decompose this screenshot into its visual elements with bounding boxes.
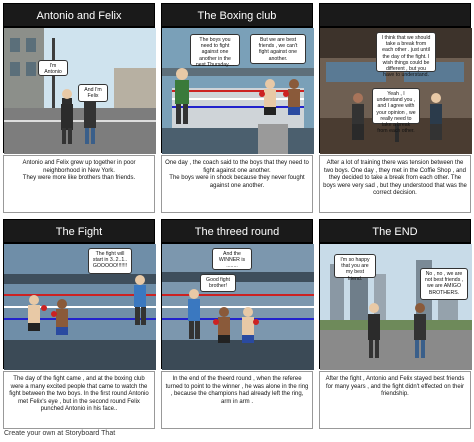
panel-scene-third-round xyxy=(161,243,313,369)
speech-bubble: And I'm Felix xyxy=(78,84,108,102)
speech-bubble: But we are best friends , we can't fight against one another. xyxy=(250,34,306,64)
speech-bubble: No , no , we are not best friends , we are AMIGO BROTHERS. xyxy=(420,268,468,300)
panel-caption: One day , the coach said to the boys that they need to fight against one another. The boys were in shock because they never fought against one another. xyxy=(161,155,313,213)
panel-title: The threed round xyxy=(161,219,313,243)
panel-title: The Boxing club xyxy=(161,3,313,27)
speech-bubble: I'm so happy that you are my best friend. xyxy=(334,254,376,278)
panel-title: The Fight xyxy=(3,219,155,243)
panel-scene-boxing-club xyxy=(161,27,313,153)
panel-6 xyxy=(319,219,471,429)
panel-scene-end xyxy=(319,243,471,369)
panel-title xyxy=(319,3,471,27)
panel-1 xyxy=(3,3,155,213)
panel-2 xyxy=(161,3,313,213)
panel-caption: After the fight , Antonio and Felix stayed best friends for many years , and the fight didn't effected on their friendship. xyxy=(319,371,471,429)
speech-bubble: Good fight brother! xyxy=(200,274,236,292)
speech-bubble: The fight will start in 3..2..1.. GOOOOO!!!!!!! xyxy=(88,248,132,274)
speech-bubble: Yeah , I understand you , and I agree with your opinion , we really need to take a break from each other. xyxy=(372,88,420,124)
footer-credit: Create your own at Storyboard That xyxy=(4,430,116,437)
panel-scene-coffee-shop xyxy=(319,27,471,153)
speech-bubble: I'm Antonio xyxy=(38,60,68,76)
panel-caption: The day of the fight came , and at the boxing club were a many excited people that came to watch the fight between the two boys. In the first round Antonio met Felix's eye , but in the second round Felix punched Antonio in his face.. xyxy=(3,371,155,429)
panel-title: Antonio and Felix xyxy=(3,3,155,27)
storyboard xyxy=(3,3,471,429)
panel-scene-fight xyxy=(3,243,155,369)
panel-3 xyxy=(319,3,471,213)
panel-title: The END xyxy=(319,219,471,243)
speech-bubble: The boys you need to fight against one another in the next Thursday.... xyxy=(190,34,240,66)
panel-caption: In the end of the theerd round , when the referee turned to point to the winner , he was alone in the ring , because the champions had already left the ring, arm in arm . xyxy=(161,371,313,429)
panel-5 xyxy=(161,219,313,429)
panel-caption: Antonio and Felix grew up together in poor neighborhood in New York. They were more like brothers than friends. xyxy=(3,155,155,213)
fight-scene xyxy=(4,244,156,370)
speech-bubble: And the WINNER is ........ xyxy=(212,248,252,270)
speech-bubble: I think that we should take a break from each other . just until the day of the fight. I wish things could be different , but you have to understand. xyxy=(376,32,436,72)
panel-scene-street xyxy=(3,27,155,153)
panel-caption: After a lot of training there was tension between the two boys. One day , they met in the Coffie Shop , and they decided to take a break from each other. The boys were very sad , but they understood that was the correct decision. xyxy=(319,155,471,213)
panel-4 xyxy=(3,219,155,429)
